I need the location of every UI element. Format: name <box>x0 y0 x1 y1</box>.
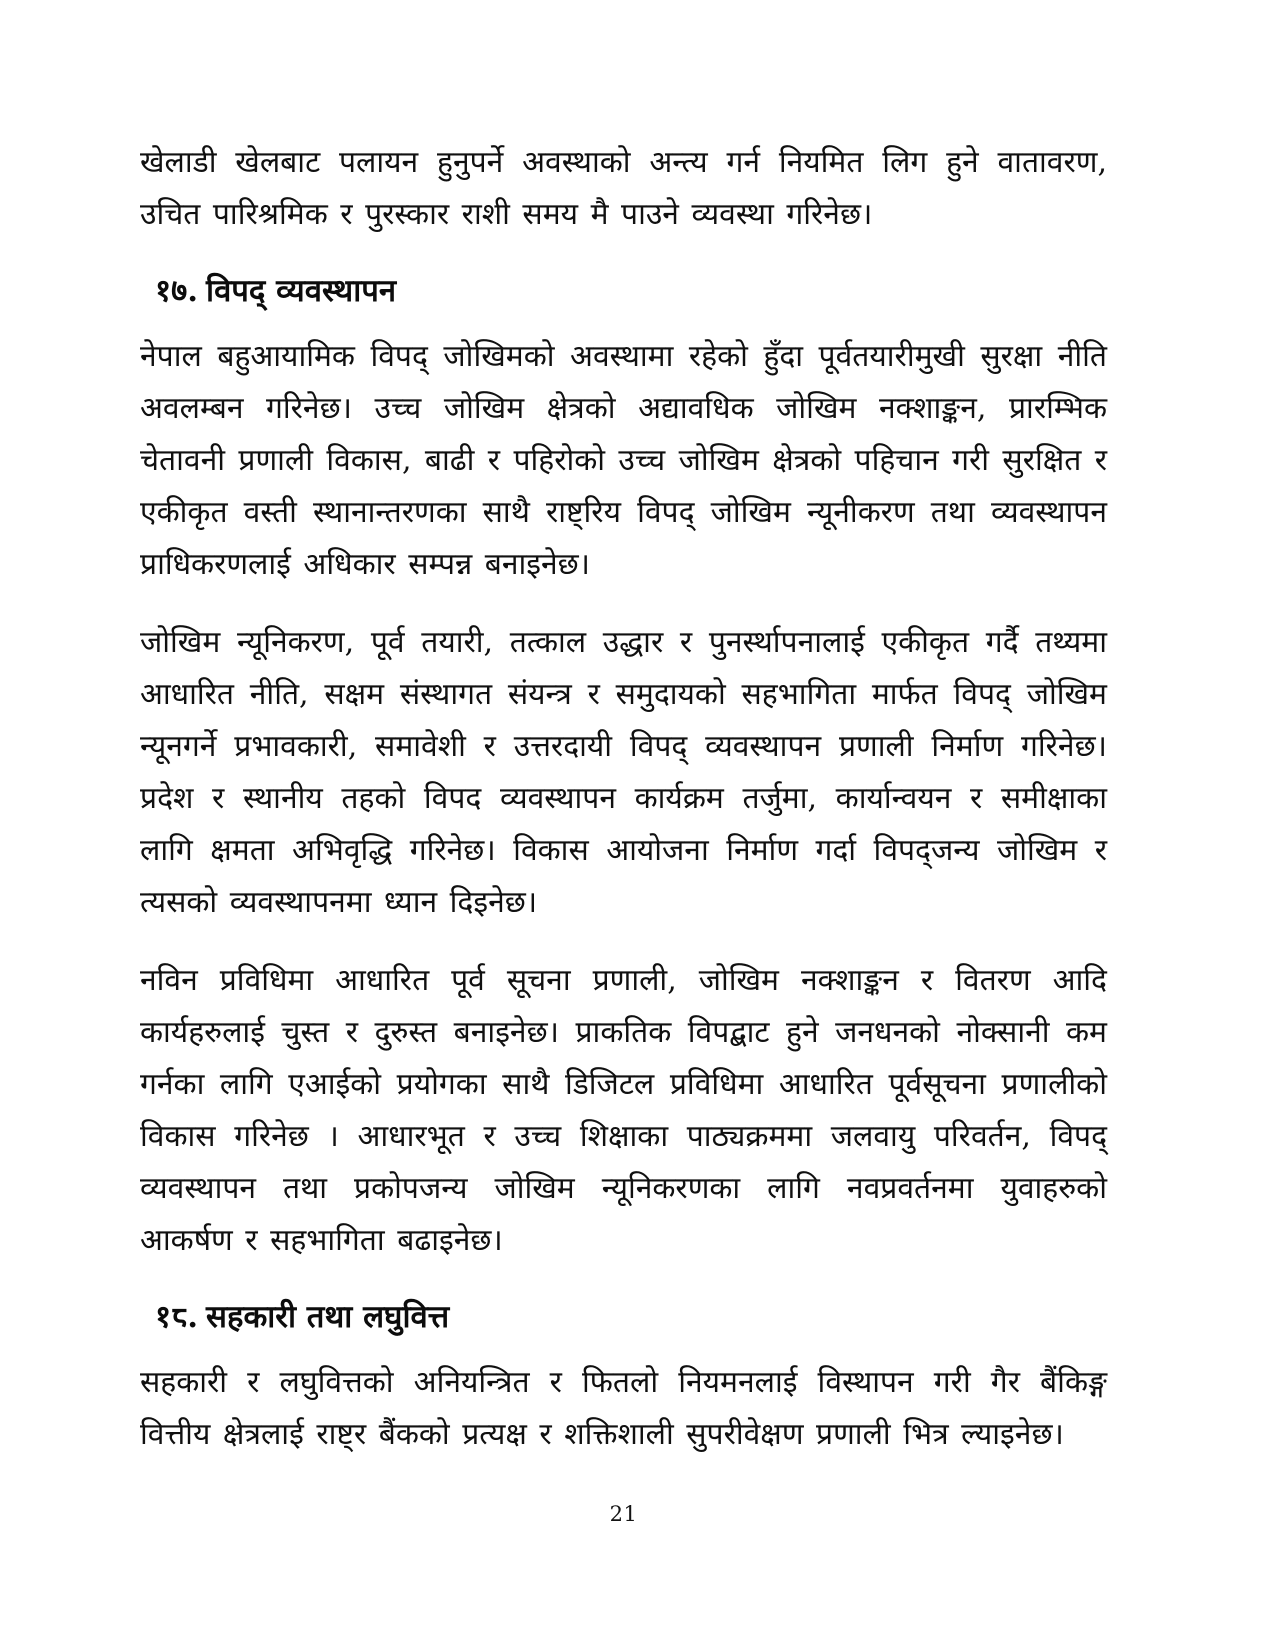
section-heading-18 <box>140 1293 1107 1341</box>
section-heading-17 <box>140 267 1107 315</box>
paragraph-disaster-policy-1: नेपाल बहुआयामिक विपद् जोखिमको अवस्थामा रहेको हुँदा पूर्वतयारीमुखी सुरक्षा नीति अवलम्बन गरिनेछ। उच्च जोखिम क्षेत्रको अद्यावधिक जोखिम नक्शाङ्कन, प्रारम्भिक चेतावनी प्रणाली विकास, बाढी र पहिरोको उच्च जोखिम क्षेत्रको पहिचान गरी सुरक्षित र एकीकृत वस्ती स्थानान्तरणका साथै राष्ट्रिय विपद् जोखिम न्यूनीकरण तथा व्यवस्थापन प्राधिकरणलाई अधिकार सम्पन्न बनाइनेछ। <box>140 339 1107 582</box>
section-title-17: विपद् व्यवस्थापन <box>206 273 397 309</box>
paragraph-disaster-policy-3: नविन प्रविधिमा आधारित पूर्व सूचना प्रणाली, जोखिम नक्शाङ्कन र वितरण आदि कार्यहरुलाई चुस्त र दुरुस्त बनाइनेछ। प्राकतिक विपद्बाट हुने जनधनको नोक्सानी कम गर्नका लागि एआईको प्रयोगका साथै डिजिटल प्रविधिमा आधारित पूर्वसूचना प्रणालीको विकास गरिनेछ । आधारभूत र उच्च शिक्षाका पाठ्यक्रममा जलवायु परिवर्तन, विपद् व्यवस्थापन तथा प्रकोपजन्य जोखिम न्यूनिकरणका लागि नवप्रवर्तनमा युवाहरुको आकर्षण र सहभागिता बढाइनेछ। <box>140 963 1107 1258</box>
paragraph-sports-continuation: खेलाडी खेलबाट पलायन हुनुपर्ने अवस्थाको अन्त्य गर्न नियमित लिग हुने वातावरण, उचित पारिश्रमिक र पुरस्कार राशी समय मै पाउने व्यवस्था गरिनेछ। <box>140 145 1107 232</box>
section-title-18: सहकारी तथा लघुवित्त <box>206 1299 450 1335</box>
section-number-18: १८. <box>155 1299 199 1335</box>
paragraph-disaster-policy-2: जोखिम न्यूनिकरण, पूर्व तयारी, तत्काल उद्धार र पुनर्स्थापनालाई एकीकृत गर्दै तथ्यमा आधारित नीति, सक्षम संस्थागत संयन्त्र र समुदायको सहभागिता मार्फत विपद् जोखिम न्यूनगर्ने प्रभावकारी, समावेशी र उत्तरदायी विपद् व्यवस्थापन प्रणाली निर्माण गरिनेछ। प्रदेश र स्थानीय तहको विपद व्यवस्थापन कार्यक्रम तर्जुमा, कार्यान्वयन र समीक्षाका लागि क्षमता अभिवृद्धि गरिनेछ। विकास आयोजना निर्माण गर्दा विपद्जन्य जोखिम र त्यसको व्यवस्थापनमा ध्यान दिइनेछ। <box>140 625 1107 920</box>
paragraph-cooperative-microfinance: सहकारी र लघुवित्तको अनियन्त्रित र फितलो नियमनलाई विस्थापन गरी गैर बैंकिङ्ग वित्तीय क्षेत्रलाई राष्ट्र बैंकको प्रत्यक्ष र शक्तिशाली सुपरीवेक्षण प्रणाली भित्र ल्याइनेछ। <box>140 1365 1107 1452</box>
section-number-17: १७. <box>155 273 199 309</box>
page-number: 21 <box>609 1502 638 1526</box>
